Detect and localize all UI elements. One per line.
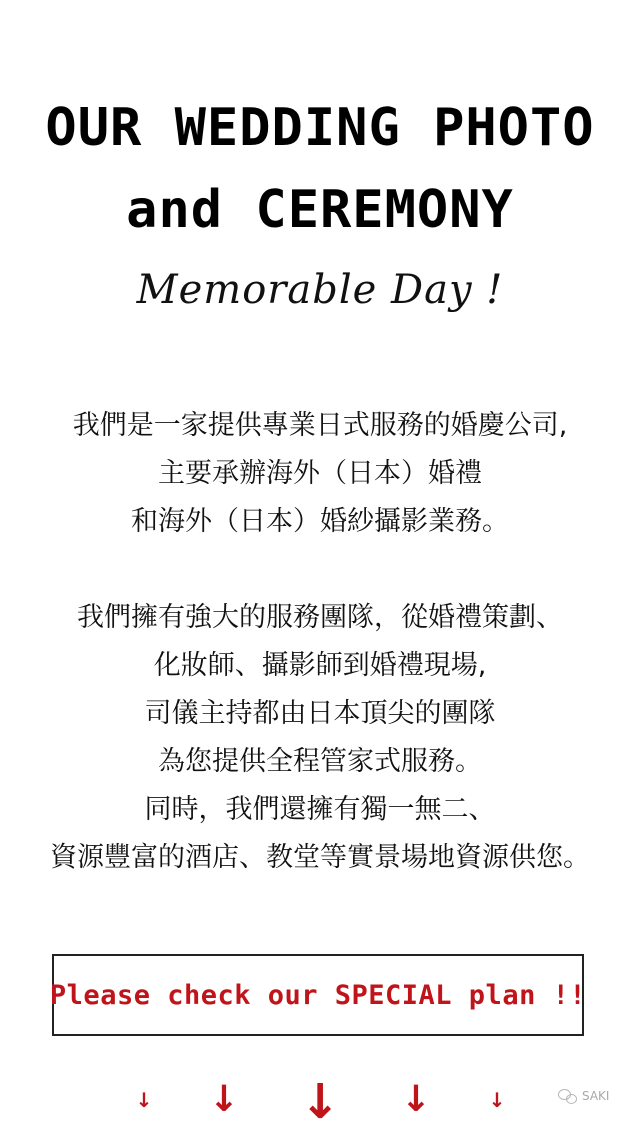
arrow-down-icon: ↓ <box>208 1079 240 1120</box>
intro-line: 資源豐富的酒店、教堂等實景場地資源供您。 <box>50 842 590 873</box>
arrow-down-icon: ↓ <box>488 1088 506 1112</box>
intro-line: 主要承辦海外（日本）婚禮 <box>158 458 482 489</box>
page-title-line1: OUR WEDDING PHOTO <box>45 98 595 158</box>
special-plan-button[interactable] <box>49 954 587 1036</box>
intro-paragraph-2 <box>0 594 640 882</box>
intro-line: 我們是一家提供專業日式服務的婚慶公司, <box>72 410 568 441</box>
down-arrows <box>0 1074 640 1130</box>
intro-line: 和海外（日本）婚紗攝影業務。 <box>131 506 509 537</box>
intro-line: 我們擁有強大的服務團隊，從婚禮策劃、 <box>77 602 563 633</box>
arrow-down-icon: ↓ <box>300 1074 341 1130</box>
special-plan-label: Please check our SPECIAL plan !! <box>49 979 587 1011</box>
page-subtitle: Memorable Day ! <box>136 267 504 313</box>
wechat-bubbles-icon <box>558 1088 578 1104</box>
intro-line: 同時，我們還擁有獨一無二、 <box>144 794 496 825</box>
intro-line: 化妝師、攝影師到婚禮現場, <box>153 650 487 681</box>
intro-line: 司儀主持都由日本頂尖的團隊 <box>144 698 496 729</box>
page-title-line2: and CEREMONY <box>126 180 514 240</box>
arrow-down-icon: ↓ <box>400 1079 432 1120</box>
watermark <box>558 1088 609 1104</box>
intro-paragraph-1 <box>0 402 640 546</box>
watermark-text: SAKI <box>582 1089 610 1103</box>
arrow-down-icon: ↓ <box>135 1088 153 1112</box>
intro-line: 為您提供全程管家式服務。 <box>158 746 482 777</box>
